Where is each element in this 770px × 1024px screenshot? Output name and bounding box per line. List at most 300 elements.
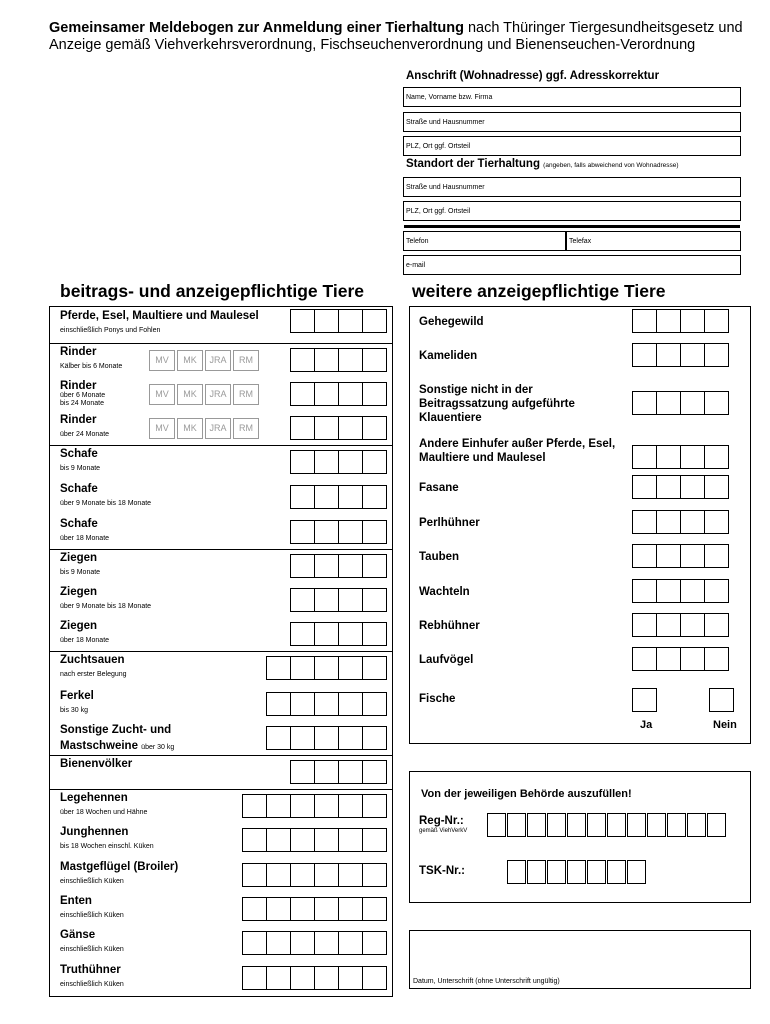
animal-row xyxy=(50,789,392,823)
digit-box[interactable] xyxy=(242,794,267,818)
animal-label: Rinder xyxy=(60,414,97,426)
digit-box[interactable] xyxy=(338,897,363,921)
digit-box[interactable] xyxy=(338,382,363,406)
digit-box[interactable] xyxy=(290,863,315,887)
digit-box[interactable] xyxy=(362,520,387,544)
digit-box[interactable] xyxy=(314,520,339,544)
digit-box[interactable] xyxy=(567,860,586,884)
digit-box[interactable] xyxy=(362,348,387,372)
animal-label-line2: Mastschweine über 30 kg xyxy=(60,740,175,752)
count-input[interactable] xyxy=(290,520,387,544)
count-input[interactable] xyxy=(290,588,387,612)
animal-label: Ferkel xyxy=(60,690,94,702)
animal-label: Schafe xyxy=(60,483,98,495)
animal-sublabel: über 9 Monate bis 18 Monate xyxy=(60,500,152,507)
fax-field[interactable] xyxy=(566,231,741,251)
animal-label: Bienenvölker xyxy=(60,758,133,770)
digit-box[interactable] xyxy=(547,860,566,884)
digit-box[interactable] xyxy=(547,813,566,837)
digit-box[interactable] xyxy=(314,554,339,578)
animal-label: Pferde, Esel, Maultiere und Maulesel xyxy=(60,310,259,322)
digit-box[interactable] xyxy=(314,416,339,440)
digit-box[interactable] xyxy=(704,391,729,415)
digit-box[interactable] xyxy=(687,813,706,837)
digit-box[interactable] xyxy=(266,692,291,716)
right-section-heading: weitere anzeigepflichtige Tiere xyxy=(412,281,666,301)
count-input[interactable] xyxy=(632,475,729,499)
count-input[interactable] xyxy=(632,445,729,469)
count-input[interactable] xyxy=(290,348,387,372)
count-input[interactable] xyxy=(242,863,387,887)
digit-box[interactable] xyxy=(314,828,339,852)
digit-box[interactable] xyxy=(704,613,729,637)
animal-label: Fische xyxy=(419,693,456,705)
street-field[interactable] xyxy=(403,112,741,132)
category-code: RM xyxy=(233,350,259,371)
animal-row xyxy=(50,480,392,515)
animal-label: Schafe xyxy=(60,448,98,460)
digit-box[interactable] xyxy=(314,622,339,646)
digit-box[interactable] xyxy=(632,647,657,671)
digit-box[interactable] xyxy=(290,588,315,612)
digit-box[interactable] xyxy=(507,813,526,837)
digit-box[interactable] xyxy=(290,382,315,406)
digit-box[interactable] xyxy=(338,588,363,612)
digit-box[interactable] xyxy=(290,520,315,544)
digit-box[interactable] xyxy=(656,544,681,568)
animal-label: Legehennen xyxy=(60,792,128,804)
digit-box[interactable] xyxy=(680,579,705,603)
category-code: JRA xyxy=(205,384,231,405)
animal-row xyxy=(50,651,392,687)
location-city-field[interactable] xyxy=(403,201,741,221)
digit-box[interactable] xyxy=(290,485,315,509)
digit-box[interactable] xyxy=(704,475,729,499)
digit-box[interactable] xyxy=(314,656,339,680)
digit-box[interactable] xyxy=(290,828,315,852)
no-label: Nein xyxy=(713,719,737,731)
digit-box[interactable] xyxy=(338,966,363,990)
email-label: e-mail xyxy=(406,262,426,269)
digit-box[interactable] xyxy=(338,450,363,474)
digit-box[interactable] xyxy=(680,475,705,499)
count-input[interactable] xyxy=(632,544,729,568)
digit-box[interactable] xyxy=(338,760,363,784)
row-divider xyxy=(50,343,392,344)
digit-box[interactable] xyxy=(680,343,705,367)
digit-box[interactable] xyxy=(314,485,339,509)
other-animals-panel xyxy=(409,306,751,744)
count-input[interactable] xyxy=(266,656,387,680)
digit-box[interactable] xyxy=(362,450,387,474)
digit-box[interactable] xyxy=(242,966,267,990)
digit-box[interactable] xyxy=(362,382,387,406)
animal-row xyxy=(50,823,392,858)
tsk-nr-label: TSK-Nr.: xyxy=(419,865,465,877)
digit-box[interactable] xyxy=(338,828,363,852)
digit-box[interactable] xyxy=(632,445,657,469)
animal-sublabel: nach erster Belegung xyxy=(60,671,127,678)
animal-label: Sonstige Zucht- und xyxy=(60,724,172,736)
animal-label: Andere Einhufer außer Pferde, Esel, Maultiere und Maulesel xyxy=(419,438,616,464)
digit-box[interactable] xyxy=(632,510,657,534)
digit-box[interactable] xyxy=(487,813,506,837)
digit-box[interactable] xyxy=(338,348,363,372)
digit-box[interactable] xyxy=(242,828,267,852)
category-code: RM xyxy=(233,418,259,439)
count-input[interactable] xyxy=(266,726,387,750)
count-input[interactable] xyxy=(266,692,387,716)
authority-heading: Von der jeweiligen Behörde auszufüllen! xyxy=(421,788,632,800)
digit-box[interactable] xyxy=(507,860,526,884)
animal-sublabel: einschließlich Küken xyxy=(60,981,124,988)
digit-box[interactable] xyxy=(314,931,339,955)
digit-box[interactable] xyxy=(587,813,606,837)
digit-box[interactable] xyxy=(290,966,315,990)
digit-box[interactable] xyxy=(656,510,681,534)
address-heading: Anschrift (Wohnadresse) ggf. Adresskorrektur xyxy=(406,70,660,82)
digit-box[interactable] xyxy=(290,760,315,784)
animal-sublabel: bis 9 Monate xyxy=(60,569,101,576)
digit-box[interactable] xyxy=(362,966,387,990)
digit-box[interactable] xyxy=(704,445,729,469)
animal-sublabel: über 18 Monate xyxy=(60,535,110,542)
count-input[interactable] xyxy=(242,966,387,990)
digit-box[interactable] xyxy=(338,622,363,646)
digit-box[interactable] xyxy=(338,485,363,509)
digit-box[interactable] xyxy=(338,794,363,818)
phone-field[interactable] xyxy=(403,231,566,251)
row-divider xyxy=(50,789,392,790)
digit-box[interactable] xyxy=(632,343,657,367)
digit-box[interactable] xyxy=(314,382,339,406)
form-title: Gemeinsamer Meldebogen zur Anmeldung einer Tierhaltung nach Thüringer Tiergesundheitsgesetz und Anzeige gemäß Viehverkehrsverordnung, Fischseuchenverordnung und Bienenseuchen-Verordnung xyxy=(49,20,743,53)
location-city-label: PLZ, Ort ggf. Ortsteil xyxy=(406,208,471,215)
animal-label: Ziegen xyxy=(60,620,98,632)
authority-panel xyxy=(409,771,751,903)
count-input[interactable] xyxy=(632,391,729,415)
animal-label: Mastgeflügel (Broiler) xyxy=(60,861,179,873)
animal-row xyxy=(50,961,392,998)
category-code: MK xyxy=(177,418,203,439)
digit-box[interactable] xyxy=(338,520,363,544)
digit-box[interactable] xyxy=(314,450,339,474)
digit-box[interactable] xyxy=(290,931,315,955)
city-field-label: PLZ, Ort ggf. Ortsteil xyxy=(406,143,471,150)
digit-box[interactable] xyxy=(290,897,315,921)
digit-box[interactable] xyxy=(704,343,729,367)
count-input[interactable] xyxy=(290,622,387,646)
category-code: MK xyxy=(177,350,203,371)
digit-box[interactable] xyxy=(290,348,315,372)
digit-box[interactable] xyxy=(266,794,291,818)
divider xyxy=(404,225,740,228)
count-input[interactable] xyxy=(290,485,387,509)
category-code: MV xyxy=(149,350,175,371)
animal-row xyxy=(50,343,392,377)
digit-box[interactable] xyxy=(362,485,387,509)
digit-box[interactable] xyxy=(656,445,681,469)
digit-box[interactable] xyxy=(314,588,339,612)
digit-box[interactable] xyxy=(647,813,666,837)
digit-box[interactable] xyxy=(627,813,646,837)
animal-label: Junghennen xyxy=(60,826,129,838)
animal-label: Truthühner xyxy=(60,964,121,976)
digit-box[interactable] xyxy=(242,863,267,887)
digit-box[interactable] xyxy=(266,966,291,990)
animal-label: Enten xyxy=(60,895,92,907)
digit-box[interactable] xyxy=(656,579,681,603)
animal-sublabel: Kälber bis 6 Monate xyxy=(60,363,123,370)
email-field[interactable] xyxy=(403,255,741,275)
digit-box[interactable] xyxy=(314,966,339,990)
digit-box[interactable] xyxy=(314,897,339,921)
digit-box[interactable] xyxy=(680,445,705,469)
location-street-label: Straße und Hausnummer xyxy=(406,184,485,191)
animal-label: Zuchtsauen xyxy=(60,654,125,666)
category-code: MK xyxy=(177,384,203,405)
fee-animals-panel xyxy=(49,306,393,997)
animal-sublabel: über 18 Wochen und Hähne xyxy=(60,809,148,816)
digit-box[interactable] xyxy=(656,391,681,415)
animal-row xyxy=(50,617,392,651)
animal-row xyxy=(50,307,392,343)
digit-box[interactable] xyxy=(290,726,315,750)
category-code-group xyxy=(149,418,261,439)
digit-box[interactable] xyxy=(266,726,291,750)
animal-row xyxy=(50,445,392,480)
animal-sublabel: bis 18 Wochen einschl. Küken xyxy=(60,843,154,850)
count-input[interactable] xyxy=(290,309,387,333)
digit-box[interactable] xyxy=(656,309,681,333)
digit-box[interactable] xyxy=(290,692,315,716)
animal-label: Gänse xyxy=(60,929,96,941)
animal-row xyxy=(50,549,392,583)
digit-box[interactable] xyxy=(338,863,363,887)
digit-box[interactable] xyxy=(632,391,657,415)
digit-box[interactable] xyxy=(290,656,315,680)
digit-box[interactable] xyxy=(656,475,681,499)
digit-box[interactable] xyxy=(707,813,726,837)
digit-box[interactable] xyxy=(362,794,387,818)
digit-box[interactable] xyxy=(266,863,291,887)
signature-field[interactable] xyxy=(409,930,751,989)
digit-box[interactable] xyxy=(338,656,363,680)
digit-box[interactable] xyxy=(632,579,657,603)
digit-box[interactable] xyxy=(680,510,705,534)
fish-no-checkbox[interactable] xyxy=(709,688,734,712)
digit-box[interactable] xyxy=(338,416,363,440)
digit-box[interactable] xyxy=(704,579,729,603)
digit-box[interactable] xyxy=(290,622,315,646)
animal-sublabel: einschließlich Küken xyxy=(60,912,124,919)
signature-label: Datum, Unterschrift (ohne Unterschrift ungültig) xyxy=(413,978,560,985)
animal-row xyxy=(50,721,392,755)
fish-yes-checkbox[interactable] xyxy=(632,688,657,712)
digit-box[interactable] xyxy=(680,613,705,637)
digit-box[interactable] xyxy=(362,588,387,612)
digit-box[interactable] xyxy=(680,309,705,333)
digit-box[interactable] xyxy=(680,647,705,671)
count-input[interactable] xyxy=(242,931,387,955)
digit-box[interactable] xyxy=(362,622,387,646)
digit-box[interactable] xyxy=(314,692,339,716)
digit-box[interactable] xyxy=(314,726,339,750)
animal-label: Sonstige nicht in der Beitragssatzung aufgeführte Klauentiere xyxy=(419,384,575,424)
digit-box[interactable] xyxy=(632,613,657,637)
digit-box[interactable] xyxy=(362,897,387,921)
animal-label: Ziegen xyxy=(60,552,98,564)
row-divider xyxy=(50,651,392,652)
digit-box[interactable] xyxy=(362,692,387,716)
animal-sublabel: bis 30 kg xyxy=(60,707,89,714)
digit-box[interactable] xyxy=(266,897,291,921)
digit-box[interactable] xyxy=(266,931,291,955)
tsk-nr-input[interactable] xyxy=(507,860,647,884)
animal-label: Rebhühner xyxy=(419,620,480,632)
digit-box[interactable] xyxy=(362,554,387,578)
reg-nr-note: gemäß ViehVerkV xyxy=(419,828,468,834)
digit-box[interactable] xyxy=(266,656,291,680)
animal-row xyxy=(50,755,392,789)
animal-sublabel: über 9 Monate bis 18 Monate xyxy=(60,603,152,610)
animal-row xyxy=(50,892,392,926)
digit-box[interactable] xyxy=(362,760,387,784)
digit-box[interactable] xyxy=(362,863,387,887)
animal-row xyxy=(50,411,392,445)
animal-row xyxy=(50,858,392,892)
digit-box[interactable] xyxy=(362,416,387,440)
count-input[interactable] xyxy=(290,382,387,406)
digit-box[interactable] xyxy=(290,794,315,818)
digit-box[interactable] xyxy=(667,813,686,837)
animal-label: Ziegen xyxy=(60,586,98,598)
digit-box[interactable] xyxy=(704,510,729,534)
digit-box[interactable] xyxy=(242,931,267,955)
count-input[interactable] xyxy=(290,554,387,578)
location-note: (angeben, falls abweichend von Wohnadresse) xyxy=(543,162,679,169)
digit-box[interactable] xyxy=(290,450,315,474)
digit-box[interactable] xyxy=(627,860,646,884)
count-input[interactable] xyxy=(290,416,387,440)
animal-label: Perlhühner xyxy=(419,517,480,529)
category-code: RM xyxy=(233,384,259,405)
animal-sublabel: einschließlich Küken xyxy=(60,878,124,885)
digit-box[interactable] xyxy=(632,309,657,333)
animal-sublabel: über 6 Monate xyxy=(60,392,106,399)
animal-sublabel: einschließlich Küken xyxy=(60,946,124,953)
digit-box[interactable] xyxy=(704,647,729,671)
digit-box[interactable] xyxy=(567,813,586,837)
digit-box[interactable] xyxy=(632,475,657,499)
animal-row xyxy=(50,687,392,721)
reg-nr-label: Reg-Nr.: xyxy=(419,815,464,827)
count-input[interactable] xyxy=(632,647,729,671)
count-input[interactable] xyxy=(632,510,729,534)
row-divider xyxy=(50,755,392,756)
count-input[interactable] xyxy=(632,343,729,367)
digit-box[interactable] xyxy=(362,656,387,680)
count-input[interactable] xyxy=(632,579,729,603)
location-street-field[interactable] xyxy=(403,177,741,197)
digit-box[interactable] xyxy=(632,544,657,568)
category-code: JRA xyxy=(205,350,231,371)
count-input[interactable] xyxy=(242,794,387,818)
count-input[interactable] xyxy=(242,897,387,921)
digit-box[interactable] xyxy=(362,309,387,333)
category-code-group xyxy=(149,350,261,371)
animal-label: Laufvögel xyxy=(419,654,474,666)
city-field[interactable] xyxy=(403,136,741,156)
count-input[interactable] xyxy=(242,828,387,852)
digit-box[interactable] xyxy=(242,897,267,921)
count-input[interactable] xyxy=(632,309,729,333)
reg-nr-input[interactable] xyxy=(487,813,727,837)
animal-label: Rinder xyxy=(60,380,97,392)
digit-box[interactable] xyxy=(527,813,546,837)
animal-label: Wachteln xyxy=(419,586,470,598)
digit-box[interactable] xyxy=(680,544,705,568)
digit-box[interactable] xyxy=(290,554,315,578)
animal-sublabel: über 18 Monate xyxy=(60,637,110,644)
street-field-label: Straße und Hausnummer xyxy=(406,119,485,126)
digit-box[interactable] xyxy=(338,309,363,333)
digit-box[interactable] xyxy=(656,613,681,637)
digit-box[interactable] xyxy=(704,544,729,568)
count-input[interactable] xyxy=(632,613,729,637)
animal-sublabel: bis 9 Monate xyxy=(60,465,101,472)
left-section-heading: beitrags- und anzeigepflichtige Tiere xyxy=(60,281,365,301)
digit-box[interactable] xyxy=(607,813,626,837)
digit-box[interactable] xyxy=(314,348,339,372)
row-divider xyxy=(50,549,392,550)
animal-label: Rinder xyxy=(60,346,97,358)
digit-box[interactable] xyxy=(290,416,315,440)
digit-box[interactable] xyxy=(680,391,705,415)
digit-box[interactable] xyxy=(704,309,729,333)
digit-box[interactable] xyxy=(314,760,339,784)
digit-box[interactable] xyxy=(338,692,363,716)
category-code: MV xyxy=(149,418,175,439)
digit-box[interactable] xyxy=(527,860,546,884)
digit-box[interactable] xyxy=(314,794,339,818)
count-input[interactable] xyxy=(290,450,387,474)
digit-box[interactable] xyxy=(607,860,626,884)
digit-box[interactable] xyxy=(362,931,387,955)
phone-label: Telefon xyxy=(406,238,429,245)
fax-label: Telefax xyxy=(569,238,592,245)
name-field[interactable] xyxy=(403,87,741,107)
digit-box[interactable] xyxy=(266,828,291,852)
digit-box[interactable] xyxy=(362,828,387,852)
digit-box[interactable] xyxy=(314,309,339,333)
digit-box[interactable] xyxy=(362,726,387,750)
digit-box[interactable] xyxy=(656,343,681,367)
digit-box[interactable] xyxy=(587,860,606,884)
digit-box[interactable] xyxy=(314,863,339,887)
animal-label: Schafe xyxy=(60,518,98,530)
animal-label: Fasane xyxy=(419,482,459,494)
count-input[interactable] xyxy=(290,760,387,784)
digit-box[interactable] xyxy=(338,931,363,955)
digit-box[interactable] xyxy=(290,309,315,333)
animal-label: Kameliden xyxy=(419,350,478,362)
digit-box[interactable] xyxy=(338,554,363,578)
digit-box[interactable] xyxy=(656,647,681,671)
digit-box[interactable] xyxy=(338,726,363,750)
animal-label: Tauben xyxy=(419,551,460,563)
animal-sublabel: über 24 Monate xyxy=(60,431,110,438)
